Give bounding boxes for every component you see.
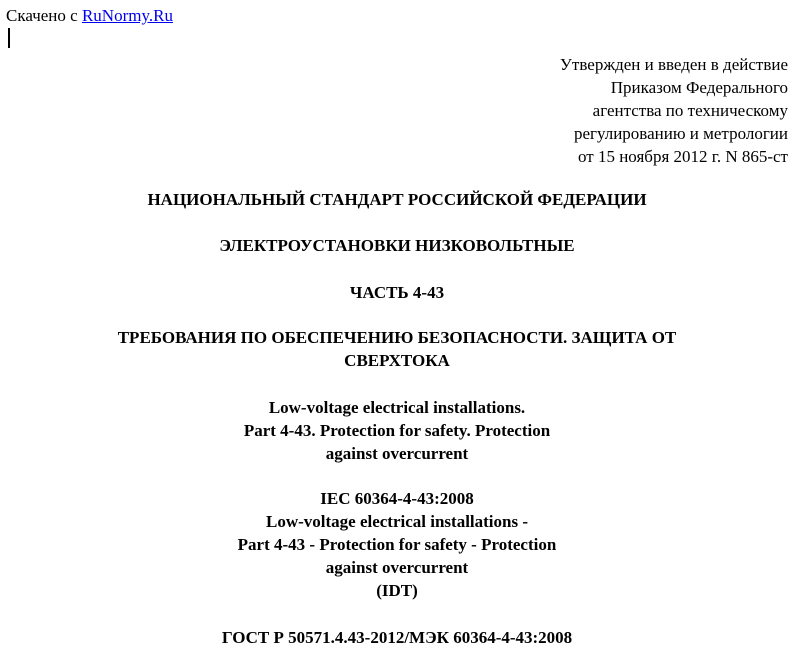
approval-line: Приказом Федерального <box>610 78 788 97</box>
part-text: ЧАСТЬ 4-43 <box>349 283 445 302</box>
iec-equivalence: (IDT) <box>376 581 418 600</box>
english-title-line: Low-voltage electrical installations. <box>268 398 526 417</box>
english-title-line: against overcurrent <box>325 444 469 463</box>
iec-title-line: Part 4-43 - Protection for safety - Protection <box>237 535 557 554</box>
iec-designation: IEC 60364-4-43:2008 <box>320 489 474 508</box>
text-cursor <box>8 28 10 48</box>
approval-line: агентства по техническому <box>592 101 788 120</box>
electrical-installations-text: ЭЛЕКТРОУСТАНОВКИ НИЗКОВОЛЬТНЫЕ <box>219 236 575 255</box>
iec-block <box>0 487 794 602</box>
requirements-heading <box>0 326 794 372</box>
iec-title-line: Low-voltage electrical installations - <box>265 512 529 531</box>
approval-line: Утвержден и введен в действие <box>559 55 788 74</box>
national-standard-heading <box>0 188 794 211</box>
english-title-block <box>0 396 794 465</box>
approval-block <box>368 53 788 168</box>
approval-line: от 15 ноября 2012 г. N 865-ст <box>578 147 788 166</box>
approval-line: регулированию и метрологии <box>573 124 788 143</box>
national-standard-text: НАЦИОНАЛЬНЫЙ СТАНДАРТ РОССИЙСКОЙ ФЕДЕРАЦИИ <box>147 190 647 209</box>
gost-number-text: ГОСТ Р 50571.4.43-2012/МЭК 60364-4-43:2008 <box>221 628 573 647</box>
iec-title-line: against overcurrent <box>325 558 469 577</box>
part-heading <box>0 281 794 304</box>
electrical-installations-heading <box>0 234 794 257</box>
source-prefix: Скачено с <box>6 6 82 25</box>
english-title-line: Part 4-43. Protection for safety. Protection <box>243 421 551 440</box>
requirements-line: СВЕРХТОКА <box>344 351 450 370</box>
requirements-line: ТРЕБОВАНИЯ ПО ОБЕСПЕЧЕНИЮ БЕЗОПАСНОСТИ. ЗАЩИТА ОТ <box>117 328 677 347</box>
source-line <box>6 6 173 26</box>
source-link[interactable]: RuNormy.Ru <box>81 6 173 25</box>
